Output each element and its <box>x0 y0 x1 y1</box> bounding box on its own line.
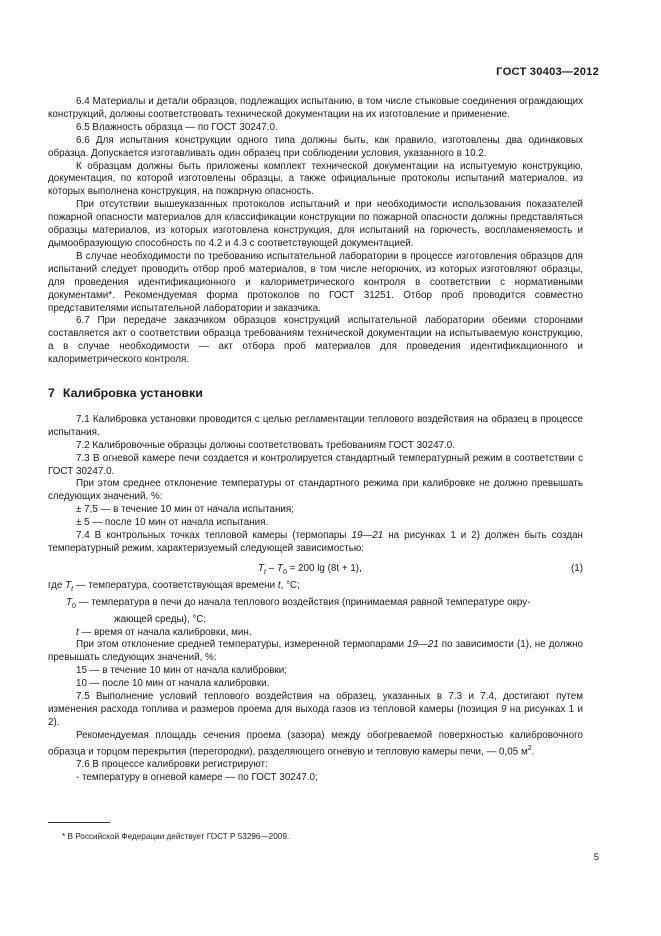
paragraph-6-7: 6.7 При передаче заказчиком образцов конструкций испытательной лаборатории обеими сторонами составляется акт о соответствии образца требованиям технической документации на испытываемую конструкцию, а в случае необходимости — акт отбора проб материалов для проведения идентификационного и калориметрического контроля. <box>48 315 583 366</box>
formula-1 <box>48 560 583 578</box>
paragraph-6-4: 6.4 Материалы и детали образцов, подлежащих испытанию, в том числе стыковые соединения ограждающих конструкций, должны соответствовать технической документации на их изготовление и применение. <box>48 96 583 120</box>
text-run: . <box>531 746 535 757</box>
list-item: ± 7,5 — в течение 10 мин от начала испытания; <box>76 504 294 516</box>
position-ref: 9 <box>500 704 507 715</box>
where-line-tt <box>48 580 583 597</box>
formula-operator: – <box>265 562 277 574</box>
where-line-t0 <box>48 597 583 627</box>
paragraph-7-5 <box>48 691 583 730</box>
formula-symbol: T <box>66 596 73 608</box>
formula-symbol: T <box>276 562 283 574</box>
paragraph-7-6: 7.6 В процессе калибровки регистрируют: <box>76 758 268 770</box>
text-run: 7.5 Выполнение условий теплового воздействия на образец, указанных в 7.3 и 7.4, достигают путем изменения расхода топлива и размеров проема для выхода газов из тепловой камеры (позиция <box>48 691 583 715</box>
text-run: Рекомендуемая площадь сечения проема (зазора) между обогреваемой поверхностью калибровочного образца и торцом перекрытия (перегородки), разделяющего огневую и тепловую камеры печи, — 0,05 м <box>48 729 583 757</box>
paragraph-deviation: При этом среднее отклонение температуры от стандартного режима при калибровке не должно превышать следующих значений, %: <box>48 478 583 503</box>
text-run: жающей среды), °С; <box>114 613 207 625</box>
paragraph-protocols: При отсутствии вышеуказанных протоколов испытаний и при необходимости использования показателей пожарной опасности материалов для классификации конструкции по пожарной опасности должны представляться образцы материалов, из которых изготовлена конструкция, для испытаний на горючесть, воспламеняемость и дымообразующую способность по 4.2 и 4.3 с соответствующей документацией. <box>48 199 583 249</box>
paragraph-opening-area <box>48 730 583 759</box>
paragraph-7-3: 7.3 В огневой камере печи создается и контролируется стандартный температурный режим в соответствии с ГОСТ 30247.0. <box>48 452 583 477</box>
list-item: ± 5 — после 10 мин от начала испытания. <box>76 517 269 529</box>
paragraph-average-deviation <box>48 639 583 665</box>
formula-symbol: t <box>277 579 281 591</box>
formula-subscript: t <box>71 585 74 593</box>
text-run: — температура, соответствующая времени <box>73 579 278 591</box>
paragraph-7-2: 7.2 Калибровочные образцы должны соответствовать требованиям ГОСТ 30247.0. <box>76 439 455 451</box>
formula-subscript: 0 <box>282 568 287 576</box>
text-run: на рисунках 1 и 2) должен быть создан температурный режим, характеризуемый следующей зависимостью: <box>48 530 583 554</box>
list-item: - температуру в огневой камере — по ГОСТ 30247.0; <box>76 771 318 783</box>
text-run: 7.4 В контрольных точках тепловой камеры (термопары <box>76 530 352 542</box>
where-line-t <box>48 627 583 640</box>
formula-symbol: T <box>65 579 72 591</box>
paragraph-documentation: К образцам должны быть приложены комплект технической документации на испытуемую конструкцию, документация, по которой изготовлены образцы, а также официальные протоколы испытаний материалов, из которых выполнена конструкция, на пожарную опасность. <box>48 160 583 198</box>
formula-subscript: t <box>264 568 266 576</box>
superscript: 2 <box>527 744 532 752</box>
paragraph-7-1: 7.1 Калибровка установки проводится с целью регламентации теплового воздействия на образец в процессе испытания. <box>48 413 583 438</box>
formula-expression <box>258 563 362 580</box>
formula-number: (1) <box>570 562 583 574</box>
text-run: по зависимости (1), не должно превышать следующих значений, %: <box>48 639 583 664</box>
text-run: , °С; <box>280 579 300 591</box>
section-title: Калибровка установки <box>62 386 203 401</box>
paragraph-7-4 <box>48 530 583 556</box>
list-item: 15 — в течение 10 мин от начала калибровки; <box>76 665 287 677</box>
paragraph-sampling: В случае необходимости по требованию испытательной лаборатории в процессе изготовления образцов для испытаний следует проводить отбор проб материалов, в том числе негорючих, из которых изготовляют образцы, для проведения идентификационного и калориметрического контроля в соответствии с нормативными документами*. Рекомендуемая форма протоколов по ГОСТ 31251. Отбор проб проводится совместно представителями испытательной лаборатории и заказчика. <box>48 250 583 314</box>
paragraph-6-6: 6.6 Для испытания конструкции одного типа должны быть, как правило, изготовлены два одинаковых образца. Допускается изготавливать один образец при соблюдении условия, указанного в 10.2. <box>48 134 583 159</box>
formula-symbol: T <box>258 562 265 574</box>
text-run: — температура в печи до начала теплового воздействия (принимаемая равной температуре окру- <box>75 596 531 608</box>
thermocouple-ref: 19—21 <box>351 530 384 542</box>
document-body <box>48 96 583 785</box>
section-number: 7 <box>48 386 55 401</box>
document-header: ГОСТ 30403—2012 <box>496 66 599 78</box>
list-item: 10 — после 10 мин от начала калибровки. <box>76 678 270 690</box>
formula-symbol: t <box>76 626 79 638</box>
paragraph-6-5: 6.5 Влажность образца — по ГОСТ 30247.0. <box>76 121 278 133</box>
page-number: 5 <box>593 852 599 863</box>
text-run: где <box>48 579 66 591</box>
footnote: * В Российской Федерации действует ГОСТ Р 53296—2009. <box>62 832 290 841</box>
thermocouple-ref: 19—21 <box>406 639 439 651</box>
formula-rhs: = 200 lg (8t + 1), <box>286 562 362 574</box>
text-run: — время от начала калибровки, мин. <box>78 626 252 638</box>
section-7-heading <box>48 387 583 400</box>
text-run: При этом отклонение средней температуры, измеренной термопарами <box>76 639 407 651</box>
footnote-divider <box>48 822 110 823</box>
text-run: на рисунках 1 и 2). <box>48 704 583 728</box>
formula-subscript: 0 <box>72 602 76 610</box>
